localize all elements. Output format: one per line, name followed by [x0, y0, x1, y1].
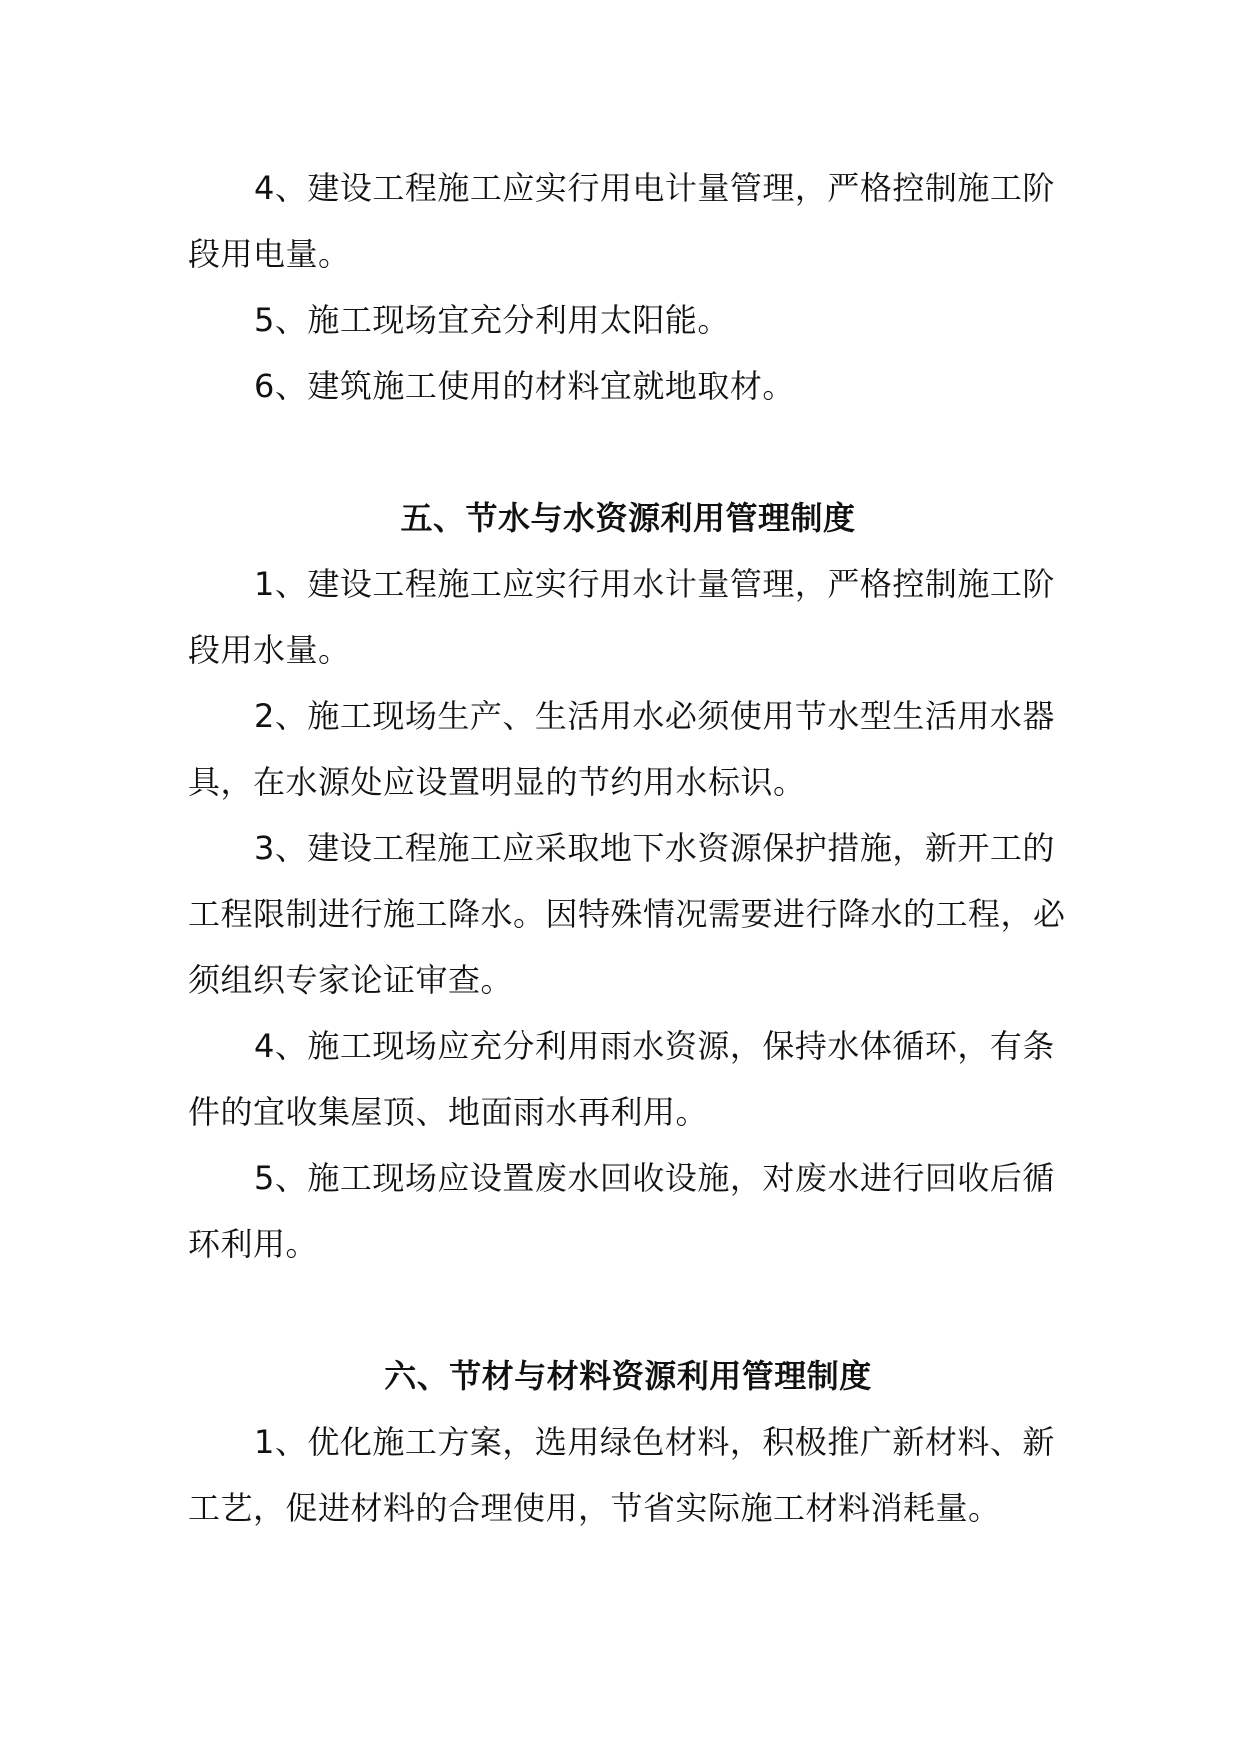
paragraph-water-metering: 1、建设工程施工应实行用水计量管理，严格控制施工阶段用水量。 — [188, 565, 1055, 669]
paragraph-optimize-construction-plan: 1、优化施工方案，选用绿色材料，积极推广新材料、新工艺，促进材料的合理使用，节省实际施工材料消耗量。 — [188, 1423, 1055, 1527]
section-spacer — [188, 1277, 1068, 1343]
paragraph-rainwater-use: 4、施工现场应充分利用雨水资源，保持水体循环，有条件的宜收集屋顶、地面雨水再利用。 — [188, 1027, 1055, 1131]
section-spacer — [188, 419, 1068, 485]
paragraph-wastewater-recycling: 5、施工现场应设置废水回收设施，对废水进行回收后循环利用。 — [188, 1159, 1055, 1263]
section-heading-water: 五、节水与水资源利用管理制度 — [400, 499, 856, 537]
paragraph-groundwater-protection: 3、建设工程施工应采取地下水资源保护措施，新开工的工程限制进行施工降水。因特殊情况需要进行降水的工程，必须组织专家论证审查。 — [188, 829, 1066, 999]
document-body — [188, 155, 1068, 1541]
paragraph-water-saving-fixtures: 2、施工现场生产、生活用水必须使用节水型生活用水器具，在水源处应设置明显的节约用水标识。 — [188, 697, 1055, 801]
paragraph-solar-energy: 5、施工现场宜充分利用太阳能。 — [254, 301, 730, 339]
paragraph-electricity-metering: 4、建设工程施工应实行用电计量管理，严格控制施工阶段用电量。 — [188, 169, 1055, 273]
section-heading-materials: 六、节材与材料资源利用管理制度 — [384, 1357, 872, 1395]
paragraph-local-materials: 6、建筑施工使用的材料宜就地取材。 — [254, 367, 795, 405]
